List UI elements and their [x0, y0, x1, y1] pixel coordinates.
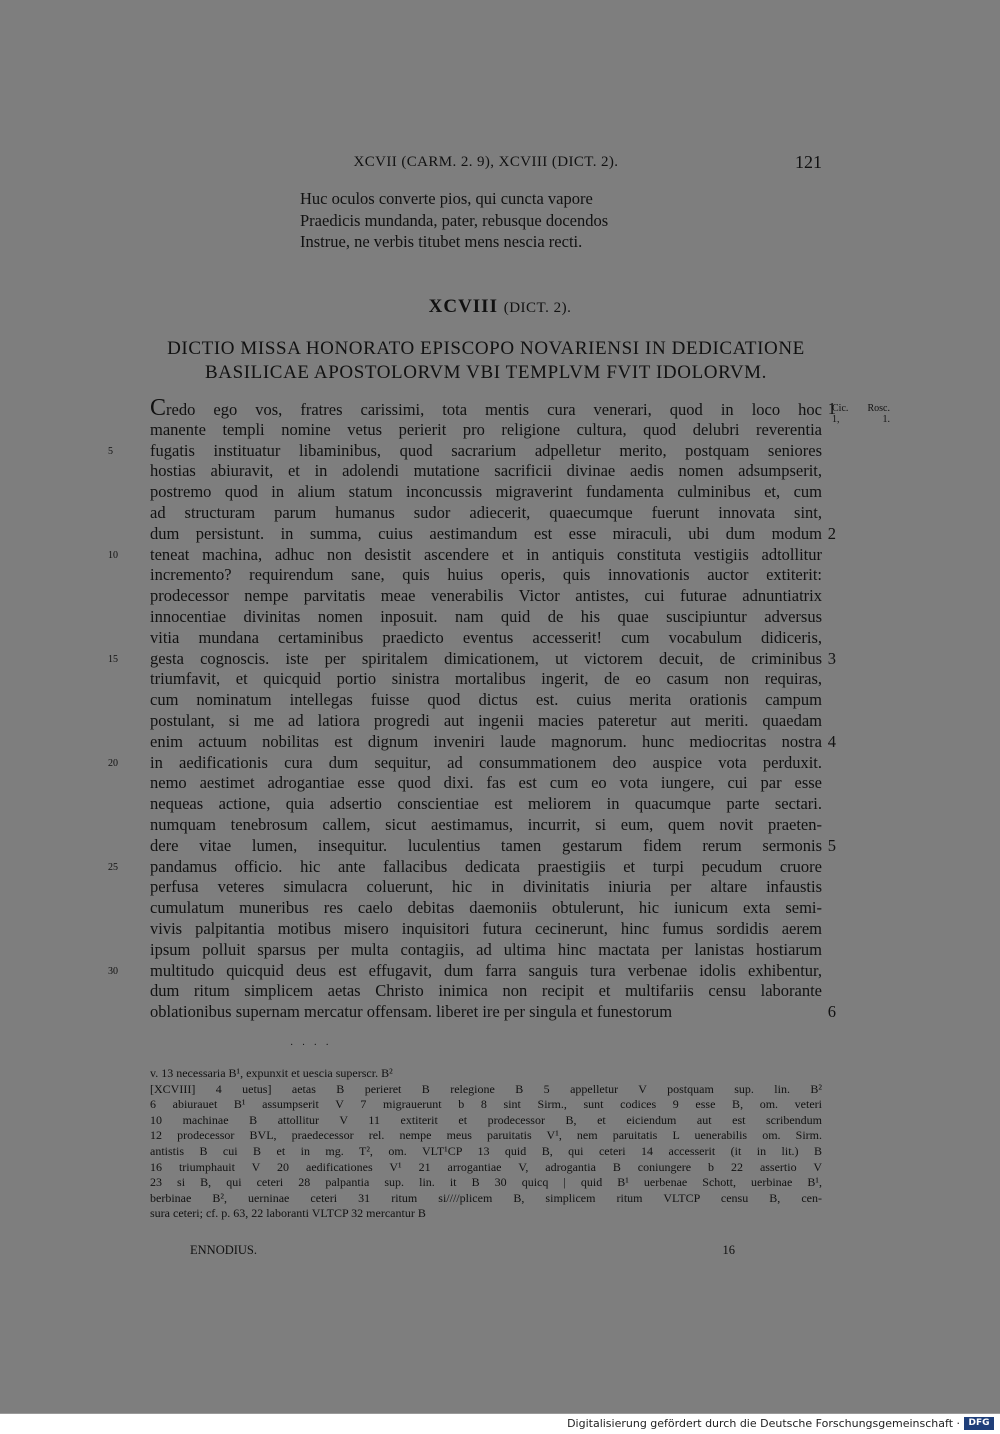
apparatus-line: 6 abiurauet B¹ assumpserit V 7 migrauerunt b 8 sint Sirm., sunt codices 9 esse B, om. veteri: [150, 1097, 822, 1112]
critical-apparatus: [150, 1066, 822, 1222]
margin-note-line: Cic. Rosc.: [832, 403, 890, 414]
text-line: [150, 565, 822, 586]
text-line-content: postremo quod in alium statum inconcussis migraverint fundamenta culminibus et, cum: [150, 482, 822, 502]
text-line-content: hostias abiuravit, et in adolendi mutatione sacrificii divinae aedis nomen adsumpserit,: [150, 461, 822, 481]
verse-line: Instrue, ne verbis titubet mens nescia recti.: [300, 232, 583, 251]
apparatus-line: 16 triumphauit V 20 aedificationes V¹ 21 arrogantiae V, adrogantia B coniungere b 22 assertio V: [150, 1159, 822, 1174]
section-number: XCVIII: [428, 296, 498, 317]
text-line-content: prodecessor nempe parvitatis meae venerabilis Victor antistes, cui futurae adnuntiatrix: [150, 586, 822, 606]
line-number: 15: [108, 653, 118, 665]
text-line: [150, 503, 822, 524]
text-line: [150, 731, 836, 753]
text-line: [150, 461, 822, 482]
text-line: [150, 395, 890, 425]
text-line: [108, 648, 836, 670]
text-line-content: gesta cognoscis. iste per spiritalem dimicationem, ut victorem decuit, de criminibus: [150, 648, 822, 668]
verse-line: Huc oculos converte pios, qui cuncta vapore: [300, 189, 593, 208]
title-line: BASILICAE APOSTOLORVM VBI TEMPLVM FVIT IDOLORVM.: [204, 362, 768, 383]
page-number: 121: [795, 152, 822, 172]
apparatus-line: antistis B cui B et in mg. T², om. VLT¹CP 13 quid B, qui ceteri 14 accesserit (it in lit.) B: [150, 1143, 822, 1158]
text-line: [150, 690, 822, 711]
text-line-content: numquam tenebrosum callem, sicut aestimamus, incurrit, si eum, quem novit praeten-: [150, 814, 822, 834]
signature-line: [190, 1243, 735, 1258]
line-number: 10: [108, 549, 118, 561]
text-line-content: enim actuum nobilitas est dignum inveniri laude magnorum. hunc mediocritas nostra: [150, 731, 822, 751]
text-line-content: triumfavit, et quicquid portio sinistra mortalibus ingerit, de eo casum non requiras,: [150, 669, 822, 689]
text-line: [150, 607, 822, 628]
section-marker: 3: [827, 648, 836, 668]
text-line: [150, 981, 822, 1002]
text-line-content: redo ego vos, fratres carissimi, tota mentis cura venerari, quod in loco hoc: [166, 400, 822, 419]
text-line: [108, 856, 822, 878]
dfg-banner: [0, 1413, 1000, 1434]
text-line: [150, 711, 822, 732]
text-line: [150, 523, 836, 545]
text-line: [150, 669, 822, 690]
text-line-content: perfusa veteres simulacra coluerunt, hic in divinitatis iniuria per altare infaustis: [150, 877, 822, 897]
drop-cap: C: [150, 395, 167, 421]
line-number: 25: [108, 861, 118, 873]
text-line-content: manente templi nomine vetus perierit pro religione cultura, quod delubri reverentia: [150, 419, 822, 439]
text-line: [150, 628, 822, 649]
text-line: [150, 773, 822, 794]
section-marker: 1: [827, 399, 836, 418]
text-line: [150, 420, 822, 441]
text-line: [150, 835, 836, 857]
apparatus-line: [XCVIII] 4 uetus] aetas B perieret B relegione B 5 appelletur V postquam sup. lin. B²: [150, 1081, 822, 1096]
text-line: [150, 919, 822, 940]
section-heading: [0, 296, 1000, 318]
text-line: [108, 752, 822, 774]
section-marker: 2: [827, 523, 836, 543]
separator-dots: · · · ·: [290, 1040, 332, 1051]
running-head: XCVII (CARM. 2. 9), XCVIII (DICT. 2).: [353, 154, 619, 170]
text-line-content: postulant, si me ad latiora progredi aut ingenii macies pateretur aut meriti. quaedam: [150, 710, 822, 730]
text-line-content: nemo aestimet adrogantiae esse quod dixi. fas est cum eo vota iungere, cui par esse: [150, 773, 822, 793]
section-marker: 6: [827, 1002, 836, 1022]
text-line: [108, 544, 822, 566]
text-line-content: fugatis instituatur libaminibus, quod sacrarium adpelletur merito, postquam seniores: [150, 440, 822, 460]
text-line-content: ad structuram parum humanus sudor adiecerit, quaecumque fuerunt innovata sint,: [150, 502, 822, 522]
text-line: [150, 586, 822, 607]
text-line: [150, 877, 822, 898]
line-number: 20: [108, 757, 118, 769]
apparatus-line: sura ceteri; cf. p. 63, 22 laboranti VLTCP 32 mercantur B: [150, 1206, 426, 1221]
text-line-content: incremento? requirendum sane, quis huius operis, quis innovationis auctor extiterit:: [150, 565, 822, 585]
apparatus-line: v. 13 necessaria B¹, expunxit et uescia superscr. B²: [150, 1066, 393, 1080]
text-line-content: vivis palpitantia motibus misero inquisitori futura cecinerunt, hinc fumus sordidis aerem: [150, 918, 822, 938]
text-line: [108, 440, 822, 462]
verse-block: [300, 188, 608, 253]
line-number: 30: [108, 965, 118, 977]
text-line-content: oblationibus supernam mercatur offensam. liberet ire per singula et funestorum: [150, 1002, 673, 1022]
section-dict: (DICT. 2).: [503, 300, 572, 316]
apparatus-line: 12 prodecessor BVL, praedecessor rel. nempe meus paruitatis V¹, nem paruitatis L uenerabilis om. Sirm.: [150, 1128, 822, 1143]
margin-note: [832, 403, 890, 425]
text-line-content: dere vitae lumen, insequitur. luculentius tamen gestarum fidem rerum sermonis: [150, 835, 822, 855]
text-line-content: cum nominatum intellegas fuisse quod dictus est. cuius merita orationis campum: [150, 690, 822, 710]
text-line-content: in aedificationis cura dum sequitur, ad consummationem deo auspice vota perduxit.: [150, 752, 822, 772]
margin-note-line: 1, 1.: [832, 414, 890, 425]
dfg-logo: DFG: [964, 1417, 994, 1430]
dfg-credit-text: Digitalisierung gefördert durch die Deutsche Forschungsgemeinschaft ·: [567, 1417, 960, 1430]
text-line: [150, 815, 822, 836]
text-line-content: ipsum polluit sparsus per multa contagiis, ad ultima hinc mactata per lanistas hostiarum: [150, 939, 822, 959]
line-number: 5: [108, 445, 113, 457]
text-line-content: cumulatum muneribus res caelo debitas daemoniis obtulerunt, hic iunicum exta semi-: [150, 898, 822, 918]
text-line: [108, 960, 822, 982]
section-marker: 5: [827, 835, 836, 855]
title-line: DICTIO MISSA HONORATO EPISCOPO NOVARIENSI IN DEDICATIONE: [167, 338, 805, 359]
main-text: [108, 395, 890, 1023]
running-header: [150, 154, 822, 178]
text-line: [150, 794, 822, 815]
section-marker: 4: [827, 731, 836, 751]
apparatus-line: 23 si B, qui ceteri 28 palpantia sup. lin. it B 30 quicq | quid B¹ uerbenae Schott, uerbinae B¹,: [150, 1175, 822, 1190]
text-line-content: multitudo quicquid deus est effugavit, dum farra sanguis tura verbenae idolis exhibentur,: [150, 960, 822, 980]
text-line-content: pandamus officio. hic ante fallacibus dedicata praestigiis et turpi pecudum cruore: [150, 856, 822, 876]
dictio-title: [150, 337, 822, 385]
verse-line: Praedicis mundanda, pater, rebusque docendos: [300, 210, 609, 230]
apparatus-line: berbinae B², uerninae ceteri 31 ritum si////plicem B, simplicem ritum VLTCP censu B, cen-: [150, 1190, 822, 1205]
text-line: [150, 940, 822, 961]
text-line-content: nequeas actione, quia adsertio conscientiae est meliorem in quacumque parte sectari.: [150, 794, 822, 814]
text-line: [150, 1002, 836, 1023]
apparatus-line: 10 machinae B attollitur V 11 extiterit et prodecessor B, et eiciendum aut est scribendum: [150, 1112, 822, 1127]
text-line: [150, 482, 822, 503]
text-line-content: innocentiae divinitas nomen inposuit. nam quid de his quae suscipiuntur adversus: [150, 606, 822, 626]
text-line-content: dum persistunt. in summa, cuius aestimandum est esse miraculi, ubi dum modum: [150, 523, 822, 543]
text-line-content: vitia mundana certaminibus praedicto eventus accesserit! cum vocabulum didiceris,: [150, 627, 822, 647]
signature-author: ENNODIUS.: [190, 1243, 258, 1257]
text-line-content: dum ritum simplicem aetas Christo inimica non recipit et multifariis censu laborante: [150, 981, 822, 1001]
signature-number: 16: [722, 1243, 735, 1257]
text-line-content: teneat machina, adhuc non desistit ascendere et in antiquis constituta vestigiis adtollitur: [150, 544, 822, 564]
text-line: [150, 898, 822, 919]
